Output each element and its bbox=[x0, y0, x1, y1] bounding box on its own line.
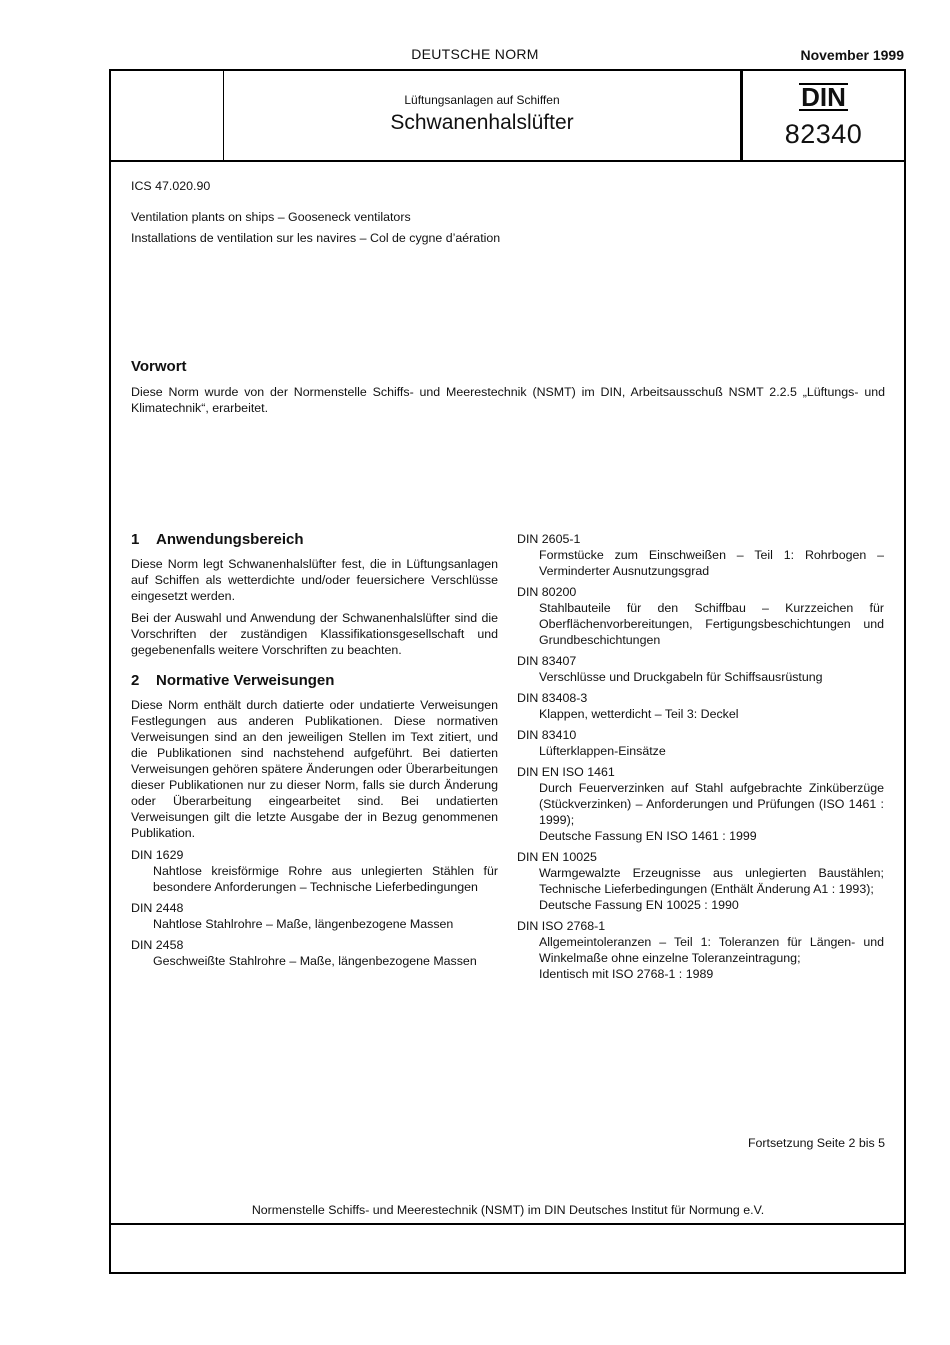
reference-description: Stahlbauteile für den Schiffbau – Kurzzeichen für Oberflächenvorbereitungen, Fertigungsbeschichtungen und Grundbeschichtungen bbox=[539, 601, 884, 647]
reference-code: DIN EN 10025 bbox=[517, 850, 597, 864]
publication-date: November 1999 bbox=[800, 47, 904, 63]
reference-code: DIN 1629 bbox=[131, 848, 184, 862]
footer-divider bbox=[111, 1223, 904, 1225]
document-subtitle: Lüftungsanlagen auf Schiffen bbox=[404, 93, 560, 107]
reference-description: Verschlüsse und Druckgabeln für Schiffsausrüstung bbox=[539, 670, 823, 684]
reference-description: Warmgewalzte Erzeugnisse aus unlegierten Baustählen; Technische Lieferbedingungen (Enthält Änderung A1 : 1993); bbox=[539, 866, 884, 896]
left-column bbox=[131, 531, 498, 974]
reference-entry bbox=[517, 531, 884, 579]
title-block-empty-cell bbox=[111, 71, 224, 160]
section-1-paragraph: Diese Norm legt Schwanenhalslüfter fest, die in Lüftungsanlagen auf Schiffen als wetterdichte und/oder feuersichere Verschlüsse eingesetzt werden. bbox=[131, 557, 498, 603]
reference-description: Formstücke zum Einschweißen – Teil 1: Rohrbogen – Verminderter Ausnutzungsgrad bbox=[539, 548, 884, 578]
section-2-intro: Diese Norm enthält durch datierte oder undatierte Verweisungen Festlegungen aus anderen Publikationen. Diese normativen Verweisungen sind an den jeweiligen Stellen im Text zitiert, und die Publikationen sind nachstehend aufgeführt. Bei datierten Verweisungen gehören spätere Änderungen oder Überarbeitungen dieser Publikationen nur zu dieser Norm, falls sie durch Änderung oder Überarbeitung eingearbeitet sind. Bei undatierten Verweisungen gilt die letzte Ausgabe der in Bezug genommenen Publikation. bbox=[131, 698, 498, 840]
section-2-title: Normative Verweisungen bbox=[156, 672, 335, 689]
reference-entry bbox=[517, 584, 884, 648]
reference-entry bbox=[517, 727, 884, 759]
page-frame bbox=[109, 69, 906, 1274]
section-2-heading bbox=[131, 672, 498, 690]
section-1-title: Anwendungsbereich bbox=[156, 531, 304, 548]
reference-code: DIN 83408-3 bbox=[517, 691, 588, 705]
right-column bbox=[517, 531, 884, 987]
reference-code: DIN 2448 bbox=[131, 901, 184, 915]
reference-code: DIN ISO 2768-1 bbox=[517, 919, 606, 933]
reference-entry bbox=[517, 849, 884, 913]
reference-description: Nahtlose Stahlrohre – Maße, längenbezogene Massen bbox=[153, 917, 454, 931]
standard-number-cell bbox=[743, 71, 904, 160]
din-logo: DIN bbox=[801, 82, 846, 112]
document-type-label: DEUTSCHE NORM bbox=[411, 46, 539, 62]
reference-description: Allgemeintoleranzen – Teil 1: Toleranzen für Längen- und Winkelmaße ohne einzelne Toleranzeintragung; bbox=[539, 935, 884, 965]
ics-code: ICS 47.020.90 bbox=[131, 179, 211, 193]
reference-code: DIN EN ISO 1461 bbox=[517, 765, 615, 779]
reference-code: DIN 2458 bbox=[131, 938, 184, 952]
reference-entry bbox=[131, 937, 498, 969]
section-1-number: 1 bbox=[131, 531, 140, 548]
reference-entry bbox=[131, 900, 498, 932]
reference-entry bbox=[517, 918, 884, 982]
reference-code: DIN 80200 bbox=[517, 585, 577, 599]
reference-entry bbox=[517, 764, 884, 844]
english-title: Ventilation plants on ships – Gooseneck ventilators bbox=[131, 210, 411, 224]
title-cell bbox=[224, 71, 743, 160]
french-title: Installations de ventilation sur les navires – Col de cygne d’aération bbox=[131, 231, 501, 245]
reference-description-edition: Deutsche Fassung EN ISO 1461 : 1999 bbox=[539, 829, 757, 843]
reference-entry bbox=[131, 847, 498, 895]
section-1-heading bbox=[131, 531, 498, 549]
reference-code: DIN 83407 bbox=[517, 654, 577, 668]
foreword-text: Diese Norm wurde von der Normenstelle Schiffs- und Meerestechnik (NSMT) im DIN, Arbeitsausschuß NSMT 2.2.5 „Lüftungs- und Klimatechnik“, erarbeitet. bbox=[131, 385, 885, 415]
foreword-heading: Vorwort bbox=[131, 358, 187, 375]
reference-description: Nahtlose kreisförmige Rohre aus unlegierten Stählen für besondere Anforderungen – Technische Lieferbedingungen bbox=[153, 864, 498, 894]
reference-entry bbox=[517, 690, 884, 722]
standard-number: 82340 bbox=[784, 119, 863, 149]
reference-description-edition: Deutsche Fassung EN 10025 : 1990 bbox=[539, 898, 739, 912]
reference-description: Geschweißte Stahlrohre – Maße, längenbezogene Massen bbox=[153, 954, 477, 968]
reference-entry bbox=[517, 653, 884, 685]
section-1-paragraph: Bei der Auswahl und Anwendung der Schwanenhalslüfter sind die Vorschriften der zuständigen Klassifikationsgesellschaft und gegebenenfalls weitere Vorschriften zu beachten. bbox=[131, 611, 498, 657]
reference-description-edition: Identisch mit ISO 2768-1 : 1989 bbox=[539, 967, 714, 981]
continuation-note: Fortsetzung Seite 2 bis 5 bbox=[747, 1136, 885, 1150]
reference-description: Klappen, wetterdicht – Teil 3: Deckel bbox=[539, 707, 739, 721]
reference-description: Durch Feuerverzinken auf Stahl aufgebrachte Zinküberzüge (Stückverzinken) – Anforderungen und Prüfungen (ISO 1461 : 1999); bbox=[539, 781, 884, 827]
issuing-organization: Normenstelle Schiffs- und Meerestechnik (NSMT) im DIN Deutsches Institut für Normung e.V. bbox=[251, 1203, 765, 1217]
reference-code: DIN 2605-1 bbox=[517, 532, 581, 546]
section-2-number: 2 bbox=[131, 672, 140, 689]
title-block bbox=[111, 71, 904, 162]
reference-description: Lüfterklappen-Einsätze bbox=[539, 744, 666, 758]
reference-code: DIN 83410 bbox=[517, 728, 577, 742]
document-title: Schwanenhalslüfter bbox=[390, 111, 574, 134]
